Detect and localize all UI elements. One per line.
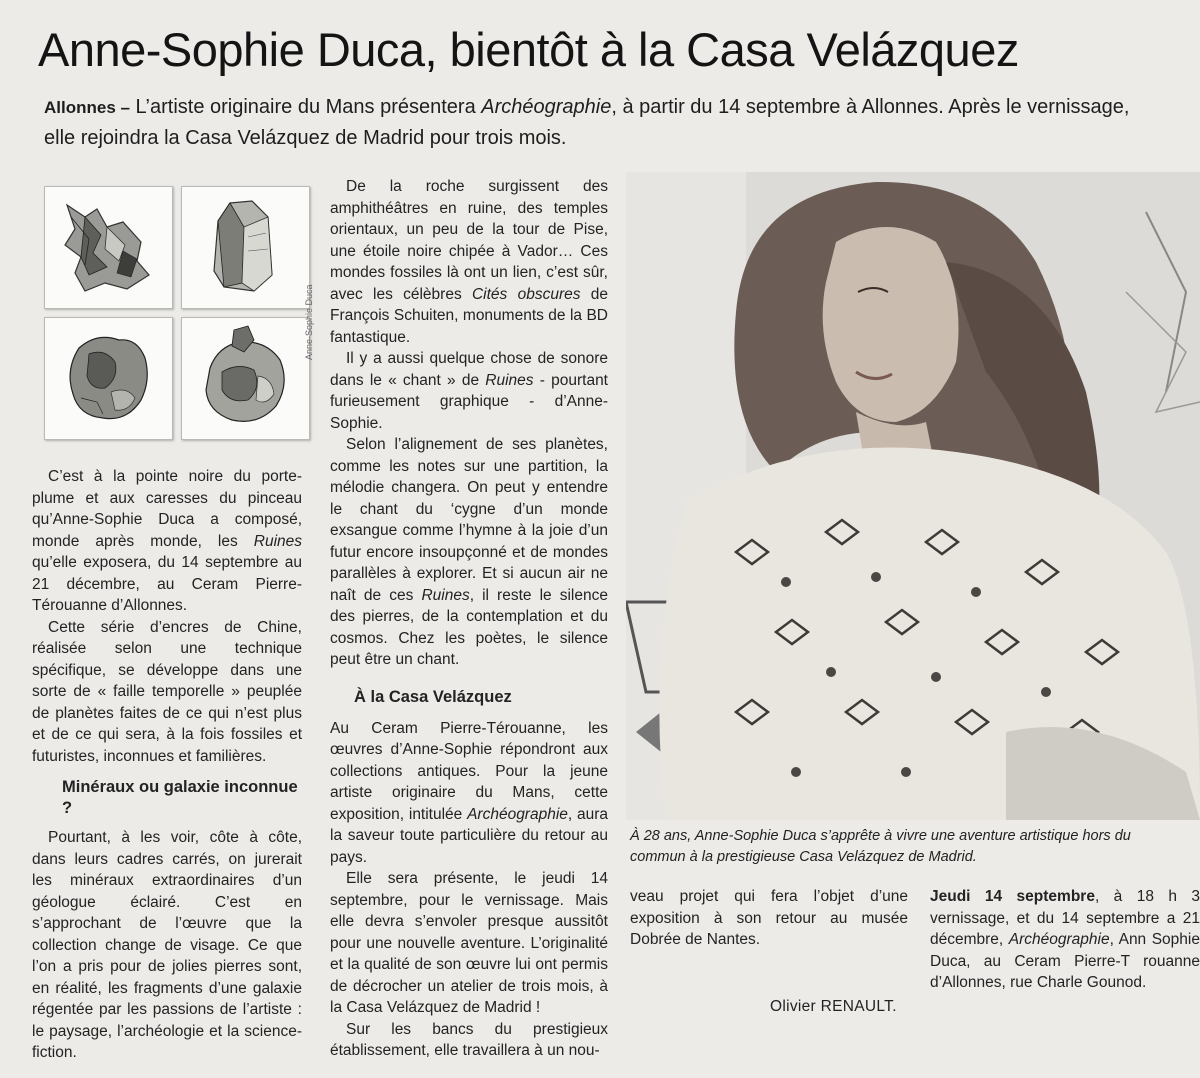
col1-paragraph-2: Cette série d’encres de Chine, réalisée selon une technique spécifique, se développe dans une sorte de « faille temporelle » peuplée de planètes faites de ce qui n’est plus et de ce qui sera, à la fois fossiles et futuristes, inconnues et familières. — [32, 618, 302, 765]
col1-subhead: Minéraux ou galaxie inconnue ? — [62, 778, 298, 817]
col2-p1-b: de François Schuiten, monuments de la BD fantastique. — [330, 285, 609, 346]
col2-paragraph-6: Sur les bancs du prestigieux établissement, elle travaillera à un nou- — [330, 1020, 608, 1059]
artwork-ruine-1 — [44, 186, 173, 309]
col1-paragraph-3: Pourtant, à les voir, côte à côte, dans leurs cadres carrés, on jurerait les minéraux extraordinaires d’un géologue éclairé. C’est en s’approchant de l’œuvre que la collection change de visage. Ce que l’on a pris pour de jolies pierres sont, en réalité, les fragments d’une galaxie régentée par les passions de l’artiste : le paysage, l’archéologie et la science-fiction. — [32, 829, 302, 1061]
col2-p2-a: Il y a aussi quelque chose de sonore dans le « chant » de — [330, 350, 608, 389]
artwork-ruine-2 — [181, 186, 310, 309]
col4-text-a: , à 18 h 3 vernissage, et du 14 septembre a 21 décembre, — [930, 888, 1200, 948]
col4-title: Archéographie — [1008, 931, 1110, 948]
col2-paragraph-3 — [330, 434, 608, 671]
col1-p1-a: C’est à la pointe noire du porte-plume et aux caresses du pinceau qu’Anne-Sophie Duca a composé, monde après monde, les — [32, 468, 302, 550]
col2-p4-b: , aura la saveur toute particulière du retour au pays. — [330, 805, 609, 866]
lead-place: Allonnes – — [44, 98, 130, 117]
col2-p4-a: Au Ceram Pierre-Térouanne, les œuvres d’Anne-Sophie répondront aux collections antiques. Pour la jeune artiste originaire du Mans, cette exposition, intitulée — [330, 719, 608, 823]
artwork-grid — [44, 186, 312, 444]
col2-subhead: À la Casa Velázquez — [354, 687, 512, 706]
col2-p4-title: Archéographie — [467, 805, 568, 823]
portrait-photo — [626, 172, 1200, 820]
col4-text-b: , Ann Sophie Duca, au Ceram Pierre-T rouanne d’Allonnes, rue Charle Gounod. — [930, 931, 1200, 991]
col2-paragraph-1 — [330, 176, 608, 348]
lead-text-b: , à partir du 14 septembre à Allonnes. Après le vernissage, elle rejoindra la Casa Velázquez de Madrid pour trois mois. — [44, 96, 1130, 149]
col2-p3-a: Selon l’alignement de ses planètes, comme les notes sur une partition, la mélodie changera. On peut y entendre le chant du ‘cygne d’un monde exsangue comme l’hymne à la joie d’un futur encore insoupçonné et de mondes parallèles à explorer. Et si aucun air ne naît de ces — [330, 436, 608, 604]
col1-p1-ruines: Ruines — [253, 532, 302, 550]
col1-p1-b: qu’elle exposera, du 14 septembre au 21 décembre, au Ceram Pierre-Térouanne d’Allonnes. — [32, 554, 302, 614]
col4-date: Jeudi 14 septembre — [930, 888, 1095, 905]
col2-paragraph-5: Elle sera présente, le jeudi 14 septembre, pour le vernissage. Mais elle devra s’envoler presque aussitôt pour une nouvelle aventure. L’originalité et la qualité de son œuvre lui ont permis de décrocher un atelier de trois mois, à la Casa Velázquez de Madrid ! — [330, 870, 608, 1016]
headline: Anne-Sophie Duca, bientôt à la Casa Velázquez — [38, 23, 1019, 76]
lead-paragraph — [44, 92, 1164, 153]
column-3 — [630, 886, 908, 951]
col2-p2-b: - pourtant furieusement graphique - d’Anne-Sophie. — [330, 371, 608, 432]
image-credit: Anne-Sophie Duca — [304, 284, 314, 360]
photo-caption: À 28 ans, Anne-Sophie Duca s’apprête à vivre une aventure artistique hors du commun à la prestigieuse Casa Velázquez de Madrid. — [630, 828, 1131, 865]
column-4-practical-info — [930, 886, 1200, 994]
lead-work-title: Archéographie — [481, 96, 612, 118]
artwork-ruine-3 — [44, 317, 173, 440]
artwork-ruine-4 — [181, 317, 310, 440]
lead-text-a: L’artiste originaire du Mans présentera — [129, 96, 482, 118]
col2-p1-a: De la roche surgissent des amphithéâtres en ruine, des temples orientaux, un peu de la tour de Pise, une étoile noire chipée à Vador… Ces mondes fossiles là ont un lien, c’est sûr, avec les célèbres — [330, 178, 608, 303]
col2-p2-ruines: Ruines — [485, 371, 534, 389]
author-signature: Olivier RENAULT. — [770, 998, 897, 1015]
col4-paragraph — [930, 886, 1200, 994]
col2-p3-b: , il reste le silence des pierres, de la contemplation et du cosmos. Chez les poètes, le silence peut être un chant. — [330, 586, 608, 668]
col2-paragraph-4 — [330, 718, 608, 869]
column-2 — [330, 176, 608, 1062]
col3-paragraph-1: veau projet qui fera l’objet d’une exposition à son retour au musée Dobrée de Nantes. — [630, 888, 908, 948]
col2-p3-ruines: Ruines — [421, 586, 470, 604]
column-1 — [32, 466, 302, 1064]
col2-paragraph-2 — [330, 348, 608, 434]
col2-p1-cites: Cités obscures — [471, 285, 581, 303]
col1-paragraph-1 — [32, 466, 302, 617]
